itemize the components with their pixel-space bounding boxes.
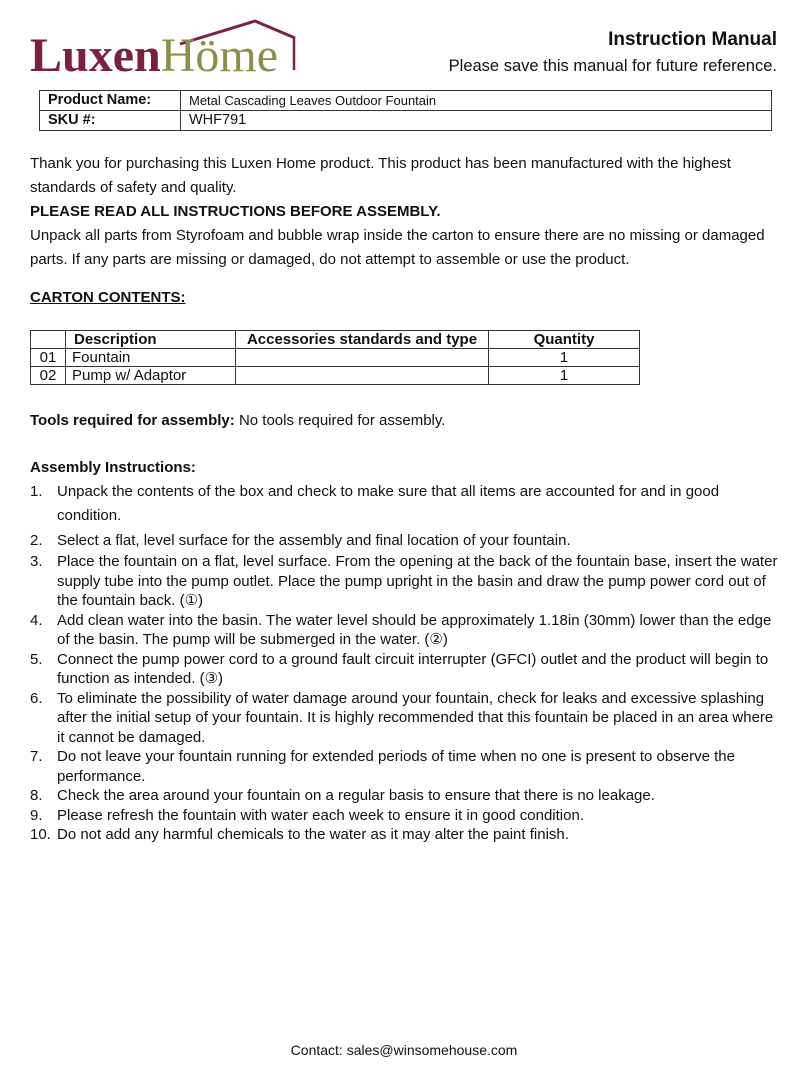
step-number: 10. — [30, 826, 51, 843]
list-item — [30, 650, 782, 689]
footer-contact: Contact: sales@winsomehouse.com — [290, 1042, 518, 1058]
list-item — [30, 611, 782, 650]
step-text: Do not add any harmful chemicals to the water as it may alter the paint finish. — [57, 826, 569, 843]
intro-section — [30, 152, 780, 272]
brand-logo — [30, 18, 305, 82]
cell-quantity: 1 — [489, 367, 640, 385]
logo-text-luxen: Luxen — [30, 29, 161, 82]
product-name-row — [40, 91, 772, 111]
header-block — [449, 28, 777, 78]
cell-accessories — [236, 367, 489, 385]
col-header-no — [31, 331, 66, 349]
table-row — [31, 349, 640, 367]
col-header-quantity: Quantity — [489, 331, 640, 349]
product-name-value: Metal Cascading Leaves Outdoor Fountain — [181, 91, 772, 111]
list-item — [30, 825, 782, 845]
list-item — [30, 552, 782, 611]
sku-value: WHF791 — [181, 111, 772, 131]
sku-row — [40, 111, 772, 131]
cell-description: Fountain — [66, 349, 236, 367]
cell-quantity: 1 — [489, 349, 640, 367]
step-text: Please refresh the fountain with water each week to ensure it in good condition. — [57, 806, 584, 824]
product-name-label: Product Name: — [40, 91, 181, 111]
step-text: Do not leave your fountain running for extended periods of time when no one is present to observe the performance. — [57, 748, 735, 785]
manual-title: Instruction Manual — [608, 29, 777, 50]
sku-label: SKU #: — [40, 111, 181, 131]
intro-unpack: Unpack all parts from Styrofoam and bubble wrap inside the carton to ensure there are no missing or damaged parts. If any parts are missing or damaged, do not attempt to assemble or use the product. — [30, 227, 765, 268]
step-number: 6. — [30, 689, 43, 707]
assembly-steps-list — [30, 480, 782, 845]
step-number: 1. — [30, 483, 43, 500]
table-row — [31, 367, 640, 385]
intro-read-all: PLEASE READ ALL INSTRUCTIONS BEFORE ASSEMBLY. — [30, 203, 441, 220]
step-number: 7. — [30, 748, 43, 765]
cell-no: 02 — [31, 367, 66, 385]
step-number: 5. — [30, 650, 43, 668]
step-number: 4. — [30, 611, 43, 629]
step-number: 2. — [30, 532, 43, 549]
assembly-heading: Assembly Instructions: — [30, 459, 196, 476]
step-text: Place the fountain on a flat, level surface. From the opening at the back of the fountain base, insert the water supply tube into the pump outlet. Place the pump upright in the basin and draw the pump power cord out of the fountain back. (①) — [57, 553, 778, 609]
product-info-table — [39, 90, 772, 131]
list-item — [30, 786, 782, 806]
step-number: 9. — [30, 806, 43, 824]
col-header-accessories: Accessories standards and type — [236, 331, 489, 349]
list-item — [30, 747, 782, 786]
cell-description: Pump w/ Adaptor — [66, 367, 236, 385]
carton-header-row — [31, 331, 640, 349]
tools-required — [30, 410, 445, 432]
list-item — [30, 689, 782, 748]
cell-no: 01 — [31, 349, 66, 367]
list-item — [30, 806, 782, 826]
carton-contents-heading: CARTON CONTENTS: — [30, 289, 186, 306]
step-text: Add clean water into the basin. The water level should be approximately 1.18in (30mm) lower than the edge of the basin. The pump will be submerged in the water. (②) — [57, 611, 772, 648]
step-number: 8. — [30, 787, 43, 804]
step-number: 3. — [30, 553, 43, 570]
tools-label: Tools required for assembly: — [30, 412, 235, 429]
tools-value: No tools required for assembly. — [234, 412, 446, 429]
step-text: Connect the pump power cord to a ground fault circuit interrupter (GFCI) outlet and the product will begin to function as intended. (③) — [57, 650, 769, 687]
carton-contents-table — [30, 330, 640, 385]
list-item — [30, 480, 782, 528]
step-text: Select a flat, level surface for the assembly and final location of your fountain. — [57, 532, 571, 549]
step-text: To eliminate the possibility of water damage around your fountain, check for leaks and excessive splashing after the initial setup of your fountain. It is highly recommended that this fountain be placed in an area where it cannot be damaged. — [57, 689, 774, 746]
cell-accessories — [236, 349, 489, 367]
intro-thanks: Thank you for purchasing this Luxen Home product. This product has been manufactured with the highest standards of safety and quality. — [30, 155, 731, 196]
step-text: Check the area around your fountain on a regular basis to ensure that there is no leakage. — [57, 787, 655, 804]
manual-subtitle: Please save this manual for future reference. — [448, 57, 777, 75]
col-header-description: Description — [66, 331, 236, 349]
step-text: Unpack the contents of the box and check to make sure that all items are accounted for and in good condition. — [57, 483, 720, 524]
logo-text-home: Höme — [160, 29, 279, 82]
list-item — [30, 530, 782, 552]
